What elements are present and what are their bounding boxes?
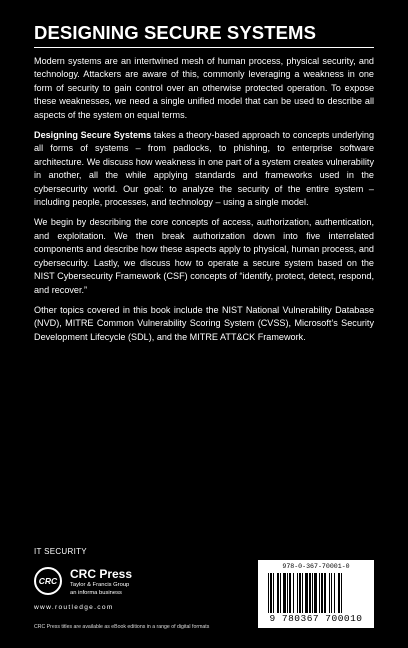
publisher-name: CRC Press: [70, 567, 133, 581]
barcode-bar: [314, 573, 317, 613]
barcode-bar: [319, 573, 320, 613]
isbn-number: 978-0-367-70001-0: [282, 563, 350, 570]
book-description: [34, 55, 374, 351]
barcode-bar: [268, 573, 269, 613]
barcode-bar: [334, 573, 335, 613]
barcode-bar: [270, 573, 272, 613]
barcode-bar: [312, 573, 313, 613]
barcode-digits: 9 780367 700010: [269, 613, 363, 624]
barcode-bar: [309, 573, 311, 613]
barcode-bar: [331, 573, 332, 613]
barcode-bar: [302, 573, 303, 613]
ebook-note: CRC Press titles are available as eBook editions in a range of digital formats: [34, 624, 210, 630]
description-paragraph-2: [34, 129, 374, 209]
description-paragraph-3: We begin by describing the core concepts of access, authorization, authentication, and exploitation. We then break authorization down into five interrelated components and describe how these aspects apply to physical, human process, and cybersecurity. Lastly, we discuss how to operate a secure system based on the NIST Cybersecurity Framework (CSF) concepts of “identify, protect, detect, respond, and recover.”: [34, 217, 374, 295]
barcode-bar: [287, 573, 288, 613]
publisher-block: [34, 564, 234, 620]
barcode-icon: [266, 573, 366, 613]
description-paragraph-2-text: takes a theory-based approach to concepts underlying all forms of systems – from padlocks, to phishing, to enterprise software architecture. We discuss how weakness in one part of a system creates vulnerability in another, all the while applying standards and frameworks used in the cybersecurity world. Our goal: to analyze the security of the entire system – including people, processes, and technology – using a single model.: [34, 130, 374, 208]
barcode-bar: [305, 573, 308, 613]
barcode-bar: [324, 573, 326, 613]
barcode-bar: [321, 573, 323, 613]
publisher-tagline: an informa business: [70, 590, 122, 596]
barcode-bar: [280, 573, 281, 613]
description-title-lead: Designing Secure Systems: [34, 130, 152, 141]
crc-logo-icon: [34, 567, 62, 595]
barcode-bar: [297, 573, 298, 613]
barcode-bar: [289, 573, 291, 613]
subject-category: IT SECURITY: [34, 547, 87, 556]
title-rule: [34, 47, 374, 48]
barcode-bar: [277, 573, 279, 613]
barcode-bar: [273, 573, 274, 613]
publisher-website[interactable]: www.routledge.com: [34, 604, 114, 611]
isbn-barcode: [258, 560, 374, 628]
barcode-bar: [299, 573, 301, 613]
barcode-bar: [293, 573, 294, 613]
book-title: DESIGNING SECURE SYSTEMS: [34, 22, 317, 43]
logo-text: CRC: [38, 576, 58, 586]
barcode-bar: [329, 573, 330, 613]
description-paragraph-4: Other topics covered in this book include the NIST National Vulnerability Database (NVD), MITRE Common Vulnerability Scoring System (CVSS), Microsoft’s Security Development Lifecycle (SDL), and the MITRE ATT&CK Framework.: [34, 304, 374, 342]
barcode-bar: [341, 573, 342, 613]
publisher-group: Taylor & Francis Group: [70, 582, 130, 588]
barcode-bar: [338, 573, 340, 613]
barcode-bar: [283, 573, 286, 613]
description-paragraph-1: Modern systems are an intertwined mesh of human process, physical security, and technology. Attackers are aware of this, commonly leveraging a weakness in one form of security to gain control over an otherwise protected operation. To expose these weaknesses, we need a single unified model that can be used to describe all aspects of the system on equal terms.: [34, 56, 374, 120]
